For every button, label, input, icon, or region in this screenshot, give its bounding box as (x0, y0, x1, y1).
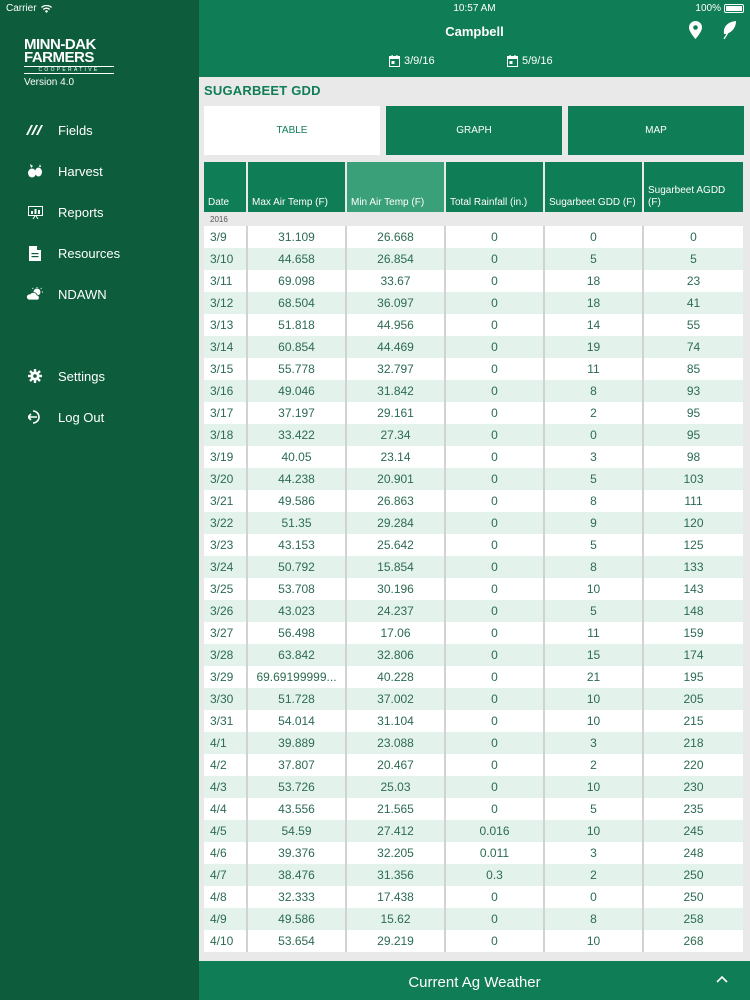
table-cell: 0 (445, 468, 544, 490)
table-cell: 31.104 (346, 710, 445, 732)
table-cell: 0 (445, 446, 544, 468)
table-row (204, 446, 743, 468)
table-cell: 133 (643, 556, 743, 578)
gdd-table (204, 162, 743, 952)
wifi-icon (41, 5, 52, 13)
table-row (204, 776, 743, 798)
sidebar-item-label: Resources (58, 245, 121, 261)
table-cell: 3/26 (204, 600, 247, 622)
year-label: 2016 (204, 212, 743, 226)
table-cell: 55 (643, 314, 743, 336)
table-cell: 3/30 (204, 688, 247, 710)
logo-line3: COOPERATIVE (24, 66, 114, 74)
table-cell: 38.476 (247, 864, 346, 886)
table-cell: 49.586 (247, 908, 346, 930)
table-cell: 93 (643, 380, 743, 402)
table-row (204, 578, 743, 600)
table-cell: 0 (445, 578, 544, 600)
column-header-rainfall[interactable]: Total Rainfall (in.) (445, 162, 544, 212)
table-cell: 0 (445, 600, 544, 622)
tab-graph[interactable]: GRAPH (386, 106, 562, 155)
end-date-label: 5/9/16 (522, 55, 553, 67)
table-cell: 3/15 (204, 358, 247, 380)
table-cell: 0 (445, 732, 544, 754)
table-cell: 60.854 (247, 336, 346, 358)
table-row (204, 490, 743, 512)
table-cell: 24.237 (346, 600, 445, 622)
table-cell: 49.586 (247, 490, 346, 512)
table-cell: 8 (544, 556, 643, 578)
table-cell: 11 (544, 358, 643, 380)
table-cell: 14 (544, 314, 643, 336)
table-row (204, 644, 743, 666)
table-cell: 5 (544, 798, 643, 820)
table-cell: 8 (544, 908, 643, 930)
reports-icon (24, 206, 46, 219)
carrier-label: Carrier (6, 3, 37, 14)
table-cell: 120 (643, 512, 743, 534)
table-cell: 43.153 (247, 534, 346, 556)
table-cell: 44.956 (346, 314, 445, 336)
table-cell: 2 (544, 754, 643, 776)
sidebar-item-resources[interactable] (0, 233, 199, 273)
table-cell: 0 (445, 886, 544, 908)
table-cell: 40.05 (247, 446, 346, 468)
table-cell: 17.06 (346, 622, 445, 644)
status-carrier (6, 3, 52, 14)
table-cell: 111 (643, 490, 743, 512)
table-cell: 55.778 (247, 358, 346, 380)
table-cell: 3/16 (204, 380, 247, 402)
table-cell: 98 (643, 446, 743, 468)
table-cell: 5 (643, 248, 743, 270)
table-cell: 3 (544, 446, 643, 468)
table-cell: 39.889 (247, 732, 346, 754)
table-row (204, 402, 743, 424)
table-row (204, 512, 743, 534)
table-cell: 3/25 (204, 578, 247, 600)
table-cell: 103 (643, 468, 743, 490)
table-cell: 95 (643, 424, 743, 446)
table-cell: 30.196 (346, 578, 445, 600)
table-cell: 215 (643, 710, 743, 732)
table-cell: 32.806 (346, 644, 445, 666)
chevron-up-icon (716, 975, 728, 983)
table-cell: 3/22 (204, 512, 247, 534)
table-cell: 23.088 (346, 732, 445, 754)
status-battery (695, 3, 744, 14)
fields-icon (24, 125, 46, 135)
table-cell: 4/4 (204, 798, 247, 820)
table-cell: 10 (544, 930, 643, 952)
table-cell: 19 (544, 336, 643, 358)
table-cell: 0 (445, 380, 544, 402)
table-row (204, 820, 743, 842)
table-cell: 268 (643, 930, 743, 952)
table-cell: 4/9 (204, 908, 247, 930)
table-cell: 3/24 (204, 556, 247, 578)
table-cell: 0 (445, 336, 544, 358)
table-cell: 258 (643, 908, 743, 930)
calendar-icon (389, 55, 400, 67)
table-cell: 3/10 (204, 248, 247, 270)
table-cell: 0 (445, 292, 544, 314)
table-row (204, 534, 743, 556)
sidebar (0, 0, 199, 1000)
table-cell: 21 (544, 666, 643, 688)
table-cell: 0 (445, 776, 544, 798)
table-row (204, 908, 743, 930)
table-cell: 17.438 (346, 886, 445, 908)
table-cell: 0 (445, 930, 544, 952)
sidebar-item-fields[interactable] (0, 110, 199, 150)
table-cell: 3/12 (204, 292, 247, 314)
table-cell: 3/14 (204, 336, 247, 358)
column-header-max-temp[interactable]: Max Air Temp (F) (247, 162, 346, 212)
table-cell: 3/18 (204, 424, 247, 446)
table-cell: 53.708 (247, 578, 346, 600)
table-row (204, 226, 743, 248)
table-cell: 15 (544, 644, 643, 666)
table-cell: 69.098 (247, 270, 346, 292)
table-cell: 0 (445, 644, 544, 666)
table-cell: 0 (445, 688, 544, 710)
table-cell: 29.219 (346, 930, 445, 952)
table-cell: 0 (445, 710, 544, 732)
table-row (204, 732, 743, 754)
table-row (204, 798, 743, 820)
table-row (204, 358, 743, 380)
table-cell: 10 (544, 820, 643, 842)
table-row (204, 314, 743, 336)
table-cell: 0.016 (445, 820, 544, 842)
table-cell: 4/8 (204, 886, 247, 908)
table-cell: 2 (544, 402, 643, 424)
battery-label: 100% (695, 3, 721, 14)
table-cell: 32.797 (346, 358, 445, 380)
table-cell: 3 (544, 732, 643, 754)
table-cell: 53.726 (247, 776, 346, 798)
table-cell: 148 (643, 600, 743, 622)
table-cell: 0 (445, 402, 544, 424)
table-cell: 0 (445, 622, 544, 644)
harvest-icon (24, 164, 46, 178)
sidebar-item-label: Log Out (58, 409, 105, 425)
table-cell: 3/13 (204, 314, 247, 336)
table-cell: 5 (544, 534, 643, 556)
table-cell: 5 (544, 248, 643, 270)
logout-icon (24, 410, 46, 424)
table-cell: 23 (643, 270, 743, 292)
table-cell: 43.023 (247, 600, 346, 622)
table-cell: 37.807 (247, 754, 346, 776)
table-cell: 0 (445, 248, 544, 270)
table-cell: 23.14 (346, 446, 445, 468)
header (199, 0, 750, 77)
sidebar-item-label: Reports (58, 204, 104, 220)
table-cell: 0 (643, 226, 743, 248)
table-cell: 4/10 (204, 930, 247, 952)
table-cell: 2 (544, 864, 643, 886)
table-cell: 32.205 (346, 842, 445, 864)
table-row (204, 600, 743, 622)
table-cell: 0 (445, 424, 544, 446)
table-cell: 8 (544, 380, 643, 402)
table-cell: 0 (544, 424, 643, 446)
table-cell: 54.014 (247, 710, 346, 732)
logo-line1: MINN-DAK (24, 36, 96, 53)
table-cell: 56.498 (247, 622, 346, 644)
sidebar-item-label: Harvest (58, 163, 103, 179)
year-row (204, 212, 743, 226)
table-row (204, 424, 743, 446)
leaf-icon[interactable] (723, 21, 737, 39)
table-cell: 195 (643, 666, 743, 688)
table-cell: 51.818 (247, 314, 346, 336)
table-row (204, 468, 743, 490)
table-header-row (204, 162, 743, 212)
table-cell: 54.59 (247, 820, 346, 842)
current-ag-weather-bar[interactable] (199, 961, 750, 1000)
table-cell: 250 (643, 886, 743, 908)
table-cell: 63.842 (247, 644, 346, 666)
table-cell: 5 (544, 468, 643, 490)
table-cell: 36.097 (346, 292, 445, 314)
resources-icon (24, 246, 46, 261)
table-cell: 20.467 (346, 754, 445, 776)
table-row (204, 380, 743, 402)
table-cell: 0 (445, 512, 544, 534)
table-cell: 25.03 (346, 776, 445, 798)
table-cell: 29.161 (346, 402, 445, 424)
table-cell: 0 (445, 226, 544, 248)
table-cell: 26.668 (346, 226, 445, 248)
table-cell: 3/29 (204, 666, 247, 688)
table-cell: 5 (544, 600, 643, 622)
table-row (204, 666, 743, 688)
sidebar-item-label: Fields (58, 122, 93, 138)
table-row (204, 930, 743, 952)
logo-line2: FARMERS (24, 49, 94, 66)
table-row (204, 842, 743, 864)
table-cell: 27.34 (346, 424, 445, 446)
sidebar-item-ndawn[interactable] (0, 274, 199, 314)
sidebar-item-harvest[interactable] (0, 151, 199, 191)
table-cell: 51.728 (247, 688, 346, 710)
table-cell: 0.011 (445, 842, 544, 864)
table-cell: 0 (445, 798, 544, 820)
table-cell: 29.284 (346, 512, 445, 534)
table-cell: 18 (544, 270, 643, 292)
table-cell: 4/2 (204, 754, 247, 776)
sidebar-item-logout[interactable] (0, 397, 199, 437)
table-cell: 32.333 (247, 886, 346, 908)
table-cell: 0 (544, 886, 643, 908)
table-cell: 49.046 (247, 380, 346, 402)
table-row (204, 754, 743, 776)
table-cell: 174 (643, 644, 743, 666)
table-cell: 3/17 (204, 402, 247, 424)
sidebar-item-label: NDAWN (58, 286, 107, 302)
page-title: Campbell (445, 24, 504, 39)
table-cell: 10 (544, 776, 643, 798)
table-cell: 3/28 (204, 644, 247, 666)
table-row (204, 864, 743, 886)
table-cell: 0 (445, 908, 544, 930)
column-header-date[interactable]: Date (204, 162, 247, 212)
table-row (204, 710, 743, 732)
table-cell: 0 (544, 226, 643, 248)
table-cell: 31.842 (346, 380, 445, 402)
main-content (199, 77, 750, 961)
table-cell: 37.002 (346, 688, 445, 710)
table-row (204, 622, 743, 644)
weather-icon (24, 287, 46, 301)
sidebar-item-label: Settings (58, 368, 105, 384)
table-cell: 95 (643, 402, 743, 424)
sidebar-item-settings[interactable] (0, 356, 199, 396)
table-cell: 0 (445, 534, 544, 556)
tab-table[interactable]: TABLE (204, 106, 380, 155)
table-cell: 37.197 (247, 402, 346, 424)
table-cell: 143 (643, 578, 743, 600)
table-cell: 230 (643, 776, 743, 798)
table-cell: 31.109 (247, 226, 346, 248)
table-cell: 50.792 (247, 556, 346, 578)
start-date-picker[interactable] (389, 55, 435, 67)
table-row (204, 886, 743, 908)
table-cell: 10 (544, 688, 643, 710)
table-cell: 31.356 (346, 864, 445, 886)
table-cell: 15.62 (346, 908, 445, 930)
calendar-icon (507, 55, 518, 67)
table-cell: 0 (445, 490, 544, 512)
table-cell: 10 (544, 578, 643, 600)
table-cell: 3/19 (204, 446, 247, 468)
table-cell: 15.854 (346, 556, 445, 578)
table-cell: 3/31 (204, 710, 247, 732)
table-cell: 68.504 (247, 292, 346, 314)
status-time: 10:57 AM (453, 3, 496, 14)
table-cell: 0 (445, 358, 544, 380)
table-cell: 250 (643, 864, 743, 886)
table-row (204, 248, 743, 270)
table-cell: 21.565 (346, 798, 445, 820)
table-cell: 4/6 (204, 842, 247, 864)
table-cell: 125 (643, 534, 743, 556)
table-cell: 74 (643, 336, 743, 358)
table-cell: 26.863 (346, 490, 445, 512)
table-cell: 4/5 (204, 820, 247, 842)
table-cell: 3 (544, 842, 643, 864)
table-cell: 4/3 (204, 776, 247, 798)
table-cell: 235 (643, 798, 743, 820)
table-cell: 44.238 (247, 468, 346, 490)
table-cell: 53.654 (247, 930, 346, 952)
location-pin-icon[interactable] (689, 21, 702, 39)
table-cell: 0 (445, 314, 544, 336)
table-cell: 27.412 (346, 820, 445, 842)
table-cell: 33.67 (346, 270, 445, 292)
table-cell: 3/27 (204, 622, 247, 644)
table-cell: 0 (445, 556, 544, 578)
table-cell: 4/7 (204, 864, 247, 886)
logo (24, 38, 114, 74)
table-cell: 51.35 (247, 512, 346, 534)
table-cell: 11 (544, 622, 643, 644)
table-cell: 43.556 (247, 798, 346, 820)
table-cell: 218 (643, 732, 743, 754)
table-cell: 33.422 (247, 424, 346, 446)
table-row (204, 556, 743, 578)
column-header-min-temp[interactable]: Min Air Temp (F) (346, 162, 445, 212)
gear-icon (24, 369, 46, 383)
table-cell: 41 (643, 292, 743, 314)
table-cell: 39.376 (247, 842, 346, 864)
table-cell: 3/11 (204, 270, 247, 292)
table-cell: 20.901 (346, 468, 445, 490)
table-cell: 10 (544, 710, 643, 732)
app-version: Version 4.0 (24, 77, 75, 88)
table-cell: 159 (643, 622, 743, 644)
section-title: SUGARBEET GDD (204, 83, 321, 98)
table-cell: 248 (643, 842, 743, 864)
table-cell: 3/21 (204, 490, 247, 512)
table-cell: 69.69199999... (247, 666, 346, 688)
table-cell: 245 (643, 820, 743, 842)
table-cell: 220 (643, 754, 743, 776)
table-cell: 40.228 (346, 666, 445, 688)
table-row (204, 336, 743, 358)
column-header-agdd[interactable]: Sugarbeet AGDD (F) (643, 162, 743, 212)
table-row (204, 688, 743, 710)
table-cell: 25.642 (346, 534, 445, 556)
table-cell: 3/9 (204, 226, 247, 248)
table-cell: 205 (643, 688, 743, 710)
table-cell: 85 (643, 358, 743, 380)
current-ag-weather-label: Current Ag Weather (408, 974, 541, 991)
table-row (204, 292, 743, 314)
start-date-label: 3/9/16 (404, 55, 435, 67)
table-cell: 0.3 (445, 864, 544, 886)
table-cell: 4/1 (204, 732, 247, 754)
table-cell: 0 (445, 270, 544, 292)
table-cell: 3/20 (204, 468, 247, 490)
tab-map[interactable]: MAP (568, 106, 744, 155)
table-cell: 0 (445, 754, 544, 776)
table-row (204, 270, 743, 292)
table-cell: 8 (544, 490, 643, 512)
sidebar-item-reports[interactable] (0, 192, 199, 232)
battery-icon (724, 4, 744, 13)
end-date-picker[interactable] (507, 55, 553, 67)
table-cell: 0 (445, 666, 544, 688)
table-cell: 9 (544, 512, 643, 534)
column-header-gdd[interactable]: Sugarbeet GDD (F) (544, 162, 643, 212)
table-cell: 3/23 (204, 534, 247, 556)
table-cell: 44.658 (247, 248, 346, 270)
table-cell: 44.469 (346, 336, 445, 358)
table-cell: 26.854 (346, 248, 445, 270)
table-cell: 18 (544, 292, 643, 314)
